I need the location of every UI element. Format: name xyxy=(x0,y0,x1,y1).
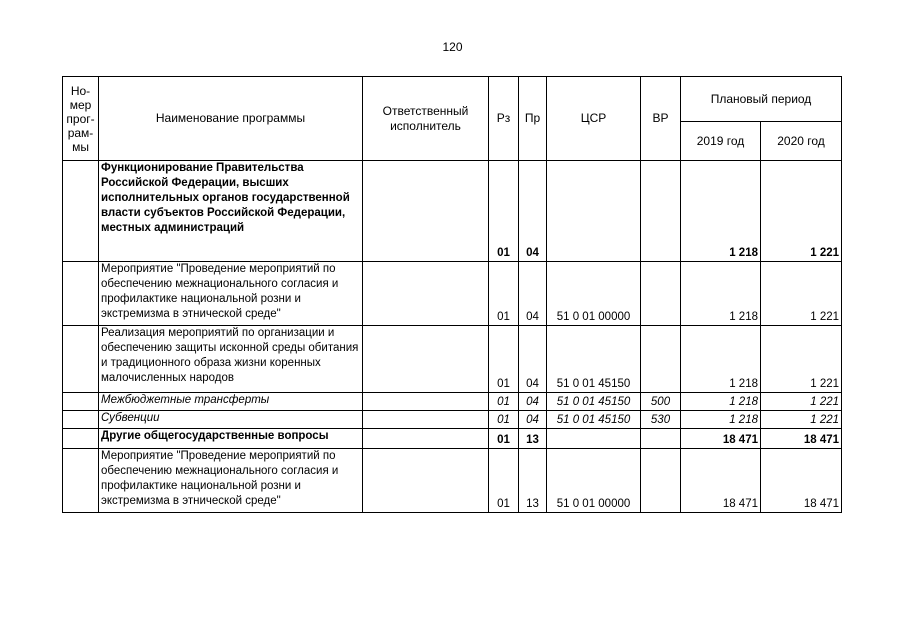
cell-csr xyxy=(547,429,641,449)
table-row xyxy=(63,449,842,513)
cell-csr xyxy=(547,161,641,262)
cell-pr: 13 xyxy=(519,429,547,449)
cell-2020: 1 221 xyxy=(761,161,842,262)
header-year-2019: 2019 год xyxy=(681,122,761,161)
cell-csr: 51 0 01 00000 xyxy=(547,262,641,326)
cell-executor xyxy=(363,262,489,326)
cell-program-number xyxy=(63,161,99,262)
page-number: 120 xyxy=(442,40,463,54)
table-header xyxy=(63,77,842,161)
cell-2019: 18 471 xyxy=(681,449,761,513)
cell-2019: 1 218 xyxy=(681,262,761,326)
header-vr: ВР xyxy=(641,77,681,161)
cell-2020: 18 471 xyxy=(761,429,842,449)
table-row xyxy=(63,326,842,393)
header-csr: ЦСР xyxy=(547,77,641,161)
cell-vr xyxy=(641,161,681,262)
cell-csr: 51 0 01 45150 xyxy=(547,393,641,411)
header-planned-period: Плановый период xyxy=(681,77,842,122)
cell-rz: 01 xyxy=(489,262,519,326)
header-program-number: Но-мер прог-рам-мы xyxy=(63,77,99,161)
cell-rz: 01 xyxy=(489,326,519,393)
header-year-2020: 2020 год xyxy=(761,122,842,161)
cell-2020: 1 221 xyxy=(761,411,842,429)
cell-vr xyxy=(641,429,681,449)
cell-rz: 01 xyxy=(489,393,519,411)
cell-program-name: Другие общегосударственные вопросы xyxy=(99,429,363,449)
cell-vr xyxy=(641,262,681,326)
cell-2019: 1 218 xyxy=(681,326,761,393)
cell-2020: 1 221 xyxy=(761,393,842,411)
cell-pr: 04 xyxy=(519,411,547,429)
cell-2020: 1 221 xyxy=(761,326,842,393)
cell-program-number xyxy=(63,326,99,393)
cell-program-name: Функционирование Правительства Российской Федерации, высших исполнительных органов государственной власти субъектов Российской Федерации, местных администраций xyxy=(99,161,363,262)
cell-2019: 18 471 xyxy=(681,429,761,449)
cell-executor xyxy=(363,326,489,393)
cell-vr: 530 xyxy=(641,411,681,429)
cell-pr: 04 xyxy=(519,393,547,411)
cell-program-name: Реализация мероприятий по организации и обеспечению защиты исконной среды обитания и традиционного образа жизни коренных малочисленных народов xyxy=(99,326,363,393)
cell-2020: 18 471 xyxy=(761,449,842,513)
header-executor: Ответственный исполнитель xyxy=(363,77,489,161)
cell-program-number xyxy=(63,262,99,326)
cell-program-name: Мероприятие "Проведение мероприятий по обеспечению межнационального согласия и профилактике национальной розни и экстремизма в этнической среде" xyxy=(99,262,363,326)
cell-program-number xyxy=(63,393,99,411)
cell-program-name: Межбюджетные трансферты xyxy=(99,393,363,411)
cell-program-name: Субвенции xyxy=(99,411,363,429)
header-program-name: Наименование программы xyxy=(99,77,363,161)
cell-csr: 51 0 01 00000 xyxy=(547,449,641,513)
header-pr: Пр xyxy=(519,77,547,161)
cell-2019: 1 218 xyxy=(681,393,761,411)
cell-pr: 04 xyxy=(519,161,547,262)
cell-program-number xyxy=(63,429,99,449)
cell-pr: 13 xyxy=(519,449,547,513)
cell-vr xyxy=(641,326,681,393)
cell-csr: 51 0 01 45150 xyxy=(547,326,641,393)
cell-vr: 500 xyxy=(641,393,681,411)
table-row xyxy=(63,262,842,326)
cell-program-name: Мероприятие "Проведение мероприятий по обеспечению межнационального согласия и профилактике национальной розни и экстремизма в этнической среде" xyxy=(99,449,363,513)
header-rz: Рз xyxy=(489,77,519,161)
cell-program-number xyxy=(63,411,99,429)
budget-table xyxy=(62,76,842,513)
cell-executor xyxy=(363,411,489,429)
cell-rz: 01 xyxy=(489,449,519,513)
cell-csr: 51 0 01 45150 xyxy=(547,411,641,429)
cell-rz: 01 xyxy=(489,429,519,449)
table-row xyxy=(63,393,842,411)
table-body xyxy=(63,161,842,513)
cell-2019: 1 218 xyxy=(681,161,761,262)
cell-vr xyxy=(641,449,681,513)
table-row xyxy=(63,429,842,449)
cell-rz: 01 xyxy=(489,161,519,262)
cell-2020: 1 221 xyxy=(761,262,842,326)
cell-executor xyxy=(363,393,489,411)
cell-executor xyxy=(363,429,489,449)
table-row xyxy=(63,161,842,262)
cell-pr: 04 xyxy=(519,326,547,393)
cell-2019: 1 218 xyxy=(681,411,761,429)
cell-rz: 01 xyxy=(489,411,519,429)
cell-program-number xyxy=(63,449,99,513)
cell-executor xyxy=(363,161,489,262)
table-row xyxy=(63,411,842,429)
cell-pr: 04 xyxy=(519,262,547,326)
cell-executor xyxy=(363,449,489,513)
